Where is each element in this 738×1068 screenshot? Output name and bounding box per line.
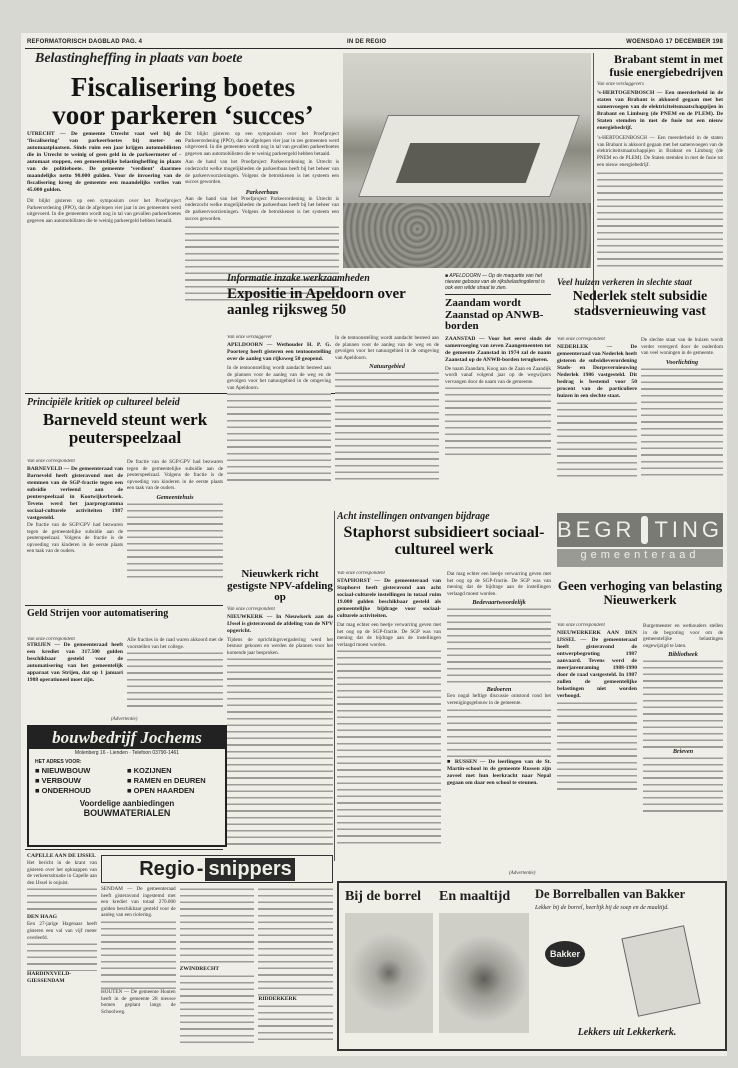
banner-emblem-icon (641, 516, 648, 544)
masthead-date: WOENSDAG 17 DECEMBER 198 (626, 39, 723, 45)
zaandam-headline: Zaandam wordt Zaanstad op ANWB-borden (445, 297, 544, 333)
staphorst-subhead: Bedevaartwoordelijk (472, 599, 526, 607)
brief-body: Het bericht in de krant van gisteren over het opknappen van de verkeerssituatie in Capelle aan den IJssel is onjuist. (27, 860, 97, 886)
story-subhead: Parkeerbaas (245, 188, 279, 196)
nieuwerkerk-byline: Van onze correspondent (557, 623, 605, 628)
apeldoorn-kicker: Informatie inzake werkzaamheden (227, 273, 370, 284)
apeldoorn-subhead: Natuurgebied (369, 363, 405, 371)
ad-tagline2: BOUWMATERIALEN (83, 808, 171, 818)
barneveld-lead: BARNEVELD — De gemeenteraad van Barneveld heeft gisteravond met de stemmen van de SGP-fractie tegen een subsidie verleend aan de peuterspeelzaal in Kootwijkerbroek. Tevens werd het jaarprogramma sociaal-culturele activiteiten 1987 vastgesteld. (27, 466, 123, 521)
barneveld-kicker: Principiële kritiek op cultureel beleid (27, 397, 180, 408)
text-filler (127, 650, 223, 710)
zaandam-body: De naam Zaandam, Koog aan de Zaan en Zaandijk wordt vanaf volgend jaar op de wegwijzers vervangen door de naam van de gemeente. (445, 365, 551, 385)
brief-body2: Een 27-jarige Hagenaar heeft gisteren een val van vijf meter overleefd. (27, 921, 97, 941)
apeldoorn-body-col2: In de tentoonstelling wordt aandacht besteed aan de plannen voor de aanleg van de weg en de gevolgen voor het natuurgebied in de omgeving van Apeldoorn. (335, 335, 439, 361)
ad-maaltijd: En maaltijd (439, 889, 511, 904)
barneveld-body-col2: De fractie van de SGP/GPV had bezwaren tegen de gemeentelijke subsidie aan de peuterspeelzaal. Volgens de fractie is de opvoeding van kinderen in de eerste plaats een taak van de ouders. (127, 459, 223, 492)
photo-caption: ■ APELDOORN — Op de maquette van het nieuwe gebouw van de rijksbelastingdienst is ook een wilde straat te zien. (445, 273, 545, 291)
apeldoorn-lead: APELDOORN — Wethouder H. P. G. Poorterg heeft gisteren een tentoonstelling over de aanleg van rijksweg 50 geopend. (227, 342, 331, 362)
story-barneveld (27, 397, 223, 602)
staphorst-kicker: Acht instellingen ontvangen bijdrage (337, 511, 490, 522)
story-nieuwerkerk (557, 579, 723, 871)
banner-word3: gemeenteraad (557, 549, 723, 567)
ad-product-box (621, 925, 700, 1017)
story-strijen (27, 609, 223, 714)
story-apeldoorn (227, 273, 439, 508)
column-rule (593, 53, 594, 311)
ad-bakker-logo: Bakker (545, 941, 585, 967)
brabant-byline: Van onze verslaggevers (597, 82, 644, 88)
text-filler (180, 886, 255, 966)
rule (445, 294, 551, 295)
npv-body: Tijdens de oprichtingsvergadering werd het bestuur gekozen en werden de plannen voor het komende jaar besproken. (227, 636, 333, 656)
briefs-column (27, 853, 97, 1053)
staphorst-body: Dat mag echter een beetje verwarring geven met het oog op de SGP-fractie. De SGP was van mening dat de bijdrage aan de instellingen verlaagd moest worden. (337, 622, 441, 648)
masthead-rule (25, 48, 723, 49)
strijen-lead: STRIJEN — De gemeenteraad heeft een krediet van 317.500 gulden beschikbaar gesteld voor de automatisering van het gemeentelijk apparaat van Strijen, dat op 1 januari 1988 operationeel moet zijn. (27, 642, 123, 683)
apeldoorn-byline: Van onze verslaggever (227, 335, 272, 340)
masthead-left: REFORMATORISCH DAGBLAD PAG. 4 (27, 39, 143, 45)
strijen-headline: Geld Strijen voor automatisering (27, 609, 169, 619)
text-filler (258, 886, 333, 996)
ad-borrelballen (337, 881, 727, 1051)
newspaper-page (21, 33, 727, 1056)
banner-word2: TING (654, 517, 723, 542)
staphorst-body-col2: Dat mag echter een beetje verwarring geven met het oog op de SGP-fractie. De SGP was van mening dat de bijdrage aan de instellingen verlaagd moest worden. (447, 571, 551, 597)
photo-trees (343, 203, 591, 268)
story-body: Dit blijkt gisteren op een symposium over het Proefproject Parkeerordening (PPO), dat de afgelopen vier jaar in zes gemeenten werd uitgevoerd. In die gemeenten wordt nog in tal van gevallen parkeerboetes gegeven aan automobilisten die te weinig parkeergeld hebben betaald. (27, 198, 181, 224)
staphorst-subhead2: Bedoeren (486, 686, 512, 694)
text-filler (447, 606, 551, 686)
staphorst-bullet: ■ RUSSEN — De leerlingen van de St. Martin-school in de gemeente Russen zijn zoveel met hun leerkracht naar Nepal gegaan om daar een school te steunen. (447, 758, 551, 786)
snippers-body2: HOUTEN — De gemeente Houten heeft in de gemeente 28 nieuwe bomen geplant langs de Schoolweg. (101, 988, 176, 1015)
text-filler (641, 366, 723, 476)
ad-brand: bouwbedrijf Jochems (29, 727, 225, 749)
ad-bakker-text: Lekker bij de borrel, heerlijk bij de soep en de maaltijd. (535, 905, 669, 911)
story-zaandam (445, 273, 551, 508)
story-npv (227, 569, 333, 859)
text-filler (127, 501, 223, 581)
ad-item: ■ RAMEN en DEUREN (127, 776, 206, 785)
text-filler (258, 1003, 333, 1043)
story-staphorst (337, 511, 551, 871)
story-body-col2c: Aan de hand van het Proefproject Parkeerordening in Utrecht is onderzocht welke mogelijkheden de parkeerbaas heeft bij het beheer van de parkeervoorzieningen. Volgens de betrokkenen is het systeem een succes geworden. (185, 195, 339, 222)
rule (25, 605, 223, 606)
strijen-body: Alle fracties in de raad waren akkoord met de voorstellen van het college. (127, 637, 223, 650)
barneveld-headline: Barneveld steunt werk peuterspeelzaal (42, 410, 208, 447)
text-filler (597, 170, 723, 270)
text-filler (27, 886, 97, 914)
staphorst-byline: Van onze correspondent (337, 571, 385, 576)
nederlek-kicker: Veel huizen verkeren in slechte staat (557, 277, 692, 287)
snippers-subhead: ZWINDRECHT (179, 966, 220, 972)
story-nederlek (557, 277, 723, 505)
apeldoorn-body: In de tentoonstelling wordt aandacht besteed aan de plannen voor de aanleg van de weg en de gevolgen voor het natuurgebied in de omgeving van Apeldoorn. (227, 365, 331, 391)
text-filler (445, 385, 551, 455)
text-filler (337, 648, 441, 848)
masthead-section: IN DE REGIO (347, 39, 387, 45)
brief-head3: HARDINXVELD-GIESSENDAM (27, 971, 72, 985)
barneveld-subhead: Gemeentehuis (156, 493, 194, 501)
nieuwerkerk-subhead2: Brieven (672, 748, 694, 756)
column-rule (334, 511, 335, 861)
brief-head: CAPELLE AAN DE IJSSEL (27, 853, 96, 859)
snippers-dash: - (196, 857, 204, 880)
ad-jochems (27, 725, 227, 847)
story-body-col2: Dit blijkt gisteren op een symposium over het Proefproject Parkeerordening (PPO), dat de afgelopen vier jaar in zes gemeenten werd uitgevoerd. In die gemeenten wordt nog in tal van gevallen parkeerboetes gegeven aan automobilisten die te weinig parkeergeld hebben betaald. (185, 131, 339, 157)
nederlek-body: De slechte staat van de huizen wordt verder verergerd door de ouderdom van veel woningen in de gemeente. (641, 337, 723, 357)
ad-item: ■ KOZIJNEN (127, 766, 172, 775)
nederlek-subhead: Voorlichting (665, 358, 699, 366)
ad-label-bottom: (Advertentie) (509, 871, 536, 876)
text-filler (27, 941, 97, 971)
ad-borrel: Bij de borrel (345, 889, 421, 904)
ad-item: ■ NIEUWBOUW (35, 766, 91, 775)
text-filler (643, 755, 723, 815)
story-headline-line2: voor parkeren ‘succes’ (52, 100, 314, 131)
story-lead: UTRECHT — De gemeente Utrecht vaat wel bij de ‘fiscalisering’ van parkeerboetes bij meter- en automaatplaatsen. Sinds ruim een jaar krijgen automobilisten die in Utrecht te weinig of geen geld in de parkeermeter of -automaat stoppen, een gemeentelijke belastingheffing in plaats van de politieboete. De gemeente ‘verdient’ daarmee maandelijks netto 90.000 gulden. Voor de invoering van de fiscalisering kreeg de gemeente een maandelijks verlies van 45.000 gulden. (27, 131, 181, 193)
snippers-subhead2: RIDDERKERK (258, 996, 297, 1002)
begroting-banner (557, 513, 723, 575)
brief-head2: DEN HAAG (27, 914, 57, 921)
ad-bakker-slogan: Lekkers uit Lekkerkerk. (577, 1027, 677, 1038)
ad-item: ■ VERBOUW (35, 776, 81, 785)
snippers-brand2: snippers (205, 858, 294, 881)
text-filler (557, 700, 637, 790)
staphorst-headline: Staphorst subsidieert sociaal-cultureel werk (343, 524, 545, 558)
regio-snippers (101, 855, 333, 1051)
nieuwerkerk-headline: Geen verhoging van belasting Nieuwerkerk (557, 579, 723, 607)
text-filler (447, 707, 551, 757)
text-filler (227, 656, 333, 846)
photo-shadow (396, 143, 541, 183)
text-filler (557, 400, 637, 480)
nederlek-headline: Nederlek stelt subsidie stadsvernieuwing vast (572, 289, 708, 319)
rule (25, 849, 223, 850)
nieuwerkerk-body: Burgemeester en wethouders stellen in de begroting voor om de gemeentelijke belastingen ongewijzigd te laten. (643, 623, 723, 649)
nederlek-lead: NEDERLEK — De gemeenteraad van Nederlek heeft gisteren de subsidieverordening Stads- en Dorpsvernieuwing Nederlek 1986 vastgesteld. Dit bedrag is bestemd voor 50 procent van de particuliere huizen in een slechte staat. (557, 344, 637, 399)
apeldoorn-headline: Expositie in Apeldoorn over aanleg rijksweg 50 (227, 286, 406, 318)
brabant-headline: Brabant stemt in met fusie energiebedrijven (609, 53, 723, 79)
snippers-brand1: Regio (139, 857, 195, 880)
story-kicker: Belastingheffing in plaats van boete (35, 51, 243, 66)
nederlek-byline: Van onze correspondent (557, 337, 605, 342)
brabant-body: ’s-HERTOGENBOSCH — Een meerderheid in de staten van Brabant is akkoord gegaan met het samenvoegen van de elektriciteitsmaatschappijen in Brabant en Limburg (de PNEM en de PLEM). De Staten stemden in met de fusie tot een nieuw energiebedrijf. (597, 135, 723, 168)
ad-photo-borrel (345, 913, 433, 1033)
brabant-lead: ’s-HERTOGENBOSCH — Een meerderheid in de staten van Brabant is akkoord gegaan met het samenvoegen van de elektriciteitsmaatschappijen in Brabant en Limburg (de PNEM en de PLEM). De Staten stemden in met de fusie tot een nieuw energiebedrijf. (597, 90, 723, 132)
staphorst-body2: Een nogal heftige discussie ontstond rond het verenigingsgebouw in de gemeente. (447, 693, 551, 706)
npv-byline: Van onze correspondent (227, 606, 275, 612)
ad-item: ■ ONDERHOUD (35, 786, 91, 795)
ad-label: (Advertentie) (111, 717, 138, 722)
npv-lead: NIEUWKERK — In Nieuwkerk aan de IJssel is gisteravond de afdeling van de NPV opgericht. (227, 613, 333, 634)
banner-word1: BEGR (557, 517, 636, 542)
ad-bakker-title: De Borrelballen van Bakker (535, 887, 686, 901)
strijen-byline: Van onze correspondent (27, 637, 75, 642)
ad-adres-title: HET ADRES VOOR: (35, 759, 82, 765)
text-filler (180, 973, 255, 1043)
nieuwerkerk-subhead: Bibliotheek (668, 651, 698, 659)
ad-tagline1: Voordelige aanbiedingen (79, 799, 175, 808)
photo-maquette (343, 53, 591, 268)
ad-item: ■ OPEN HAARDEN (127, 786, 195, 795)
staphorst-lead: STAPHORST — De gemeenteraad van Staphorst heeft gisteravond aan acht sociaal-culturele instellingen in totaal ruim 19.000 gulden beschikbaar gesteld als gemeentelijke bijdrage voor sociaal-culturele activiteiten. (337, 578, 441, 619)
text-filler (101, 919, 176, 989)
text-filler (335, 370, 439, 480)
ad-address: Molenberg 16 - Lienden · Telefoon 03790-1461 (74, 750, 180, 756)
nieuwerkerk-lead: NIEUWERKERK AAN DEN IJSSEL — De gemeenteraad heeft gisteravond de ontwerpbegroting 1987 aanvaard. Tevens werd de meerjarenraming 1988-1990 door de raad vastgesteld. In 1987 zullen de gemeentelijke belastingen niet worden verhoogd. (557, 630, 637, 699)
npv-headline: Nieuwkerk richt gestigste NPV-afdeling op (227, 569, 333, 604)
story-brabant (597, 53, 723, 313)
zaandam-lead: ZAANSTAD — Voor het eerst sinds de samenvoeging van zeven Zaangemeenten tot de gemeente Zaanstad in 1974 zal de naam Zaanstad op de ANWB-borden terugkeren. (445, 335, 551, 363)
snippers-body: SENDAM — De gemeenteraad heeft gisteravond ingestemd met een krediet van totaal 270.000 gulden beschikbaar gesteld voor de aanleg van een riolering. (101, 886, 176, 919)
barneveld-body: De fractie van de SGP/GPV had bezwaren tegen de gemeentelijke subsidie aan de peuterspeelzaal. Volgens de fractie is de opvoeding van kinderen in de eerste plaats een taak van de ouders. (27, 522, 123, 555)
text-filler (643, 658, 723, 748)
text-filler (227, 391, 331, 481)
story-headline-line1: Fiscalisering boetes (70, 72, 296, 102)
ad-photo-maaltijd (439, 913, 529, 1033)
barneveld-byline: Van onze correspondent (27, 459, 75, 464)
story-body-col2b: Aan de hand van het Proefproject Parkeerordening in Utrecht is onderzocht welke mogelijkheden de parkeerbaas heeft bij het beheer van de parkeervoorzieningen. Volgens de betrokkenen is het systeem een succes geworden. (185, 159, 339, 186)
